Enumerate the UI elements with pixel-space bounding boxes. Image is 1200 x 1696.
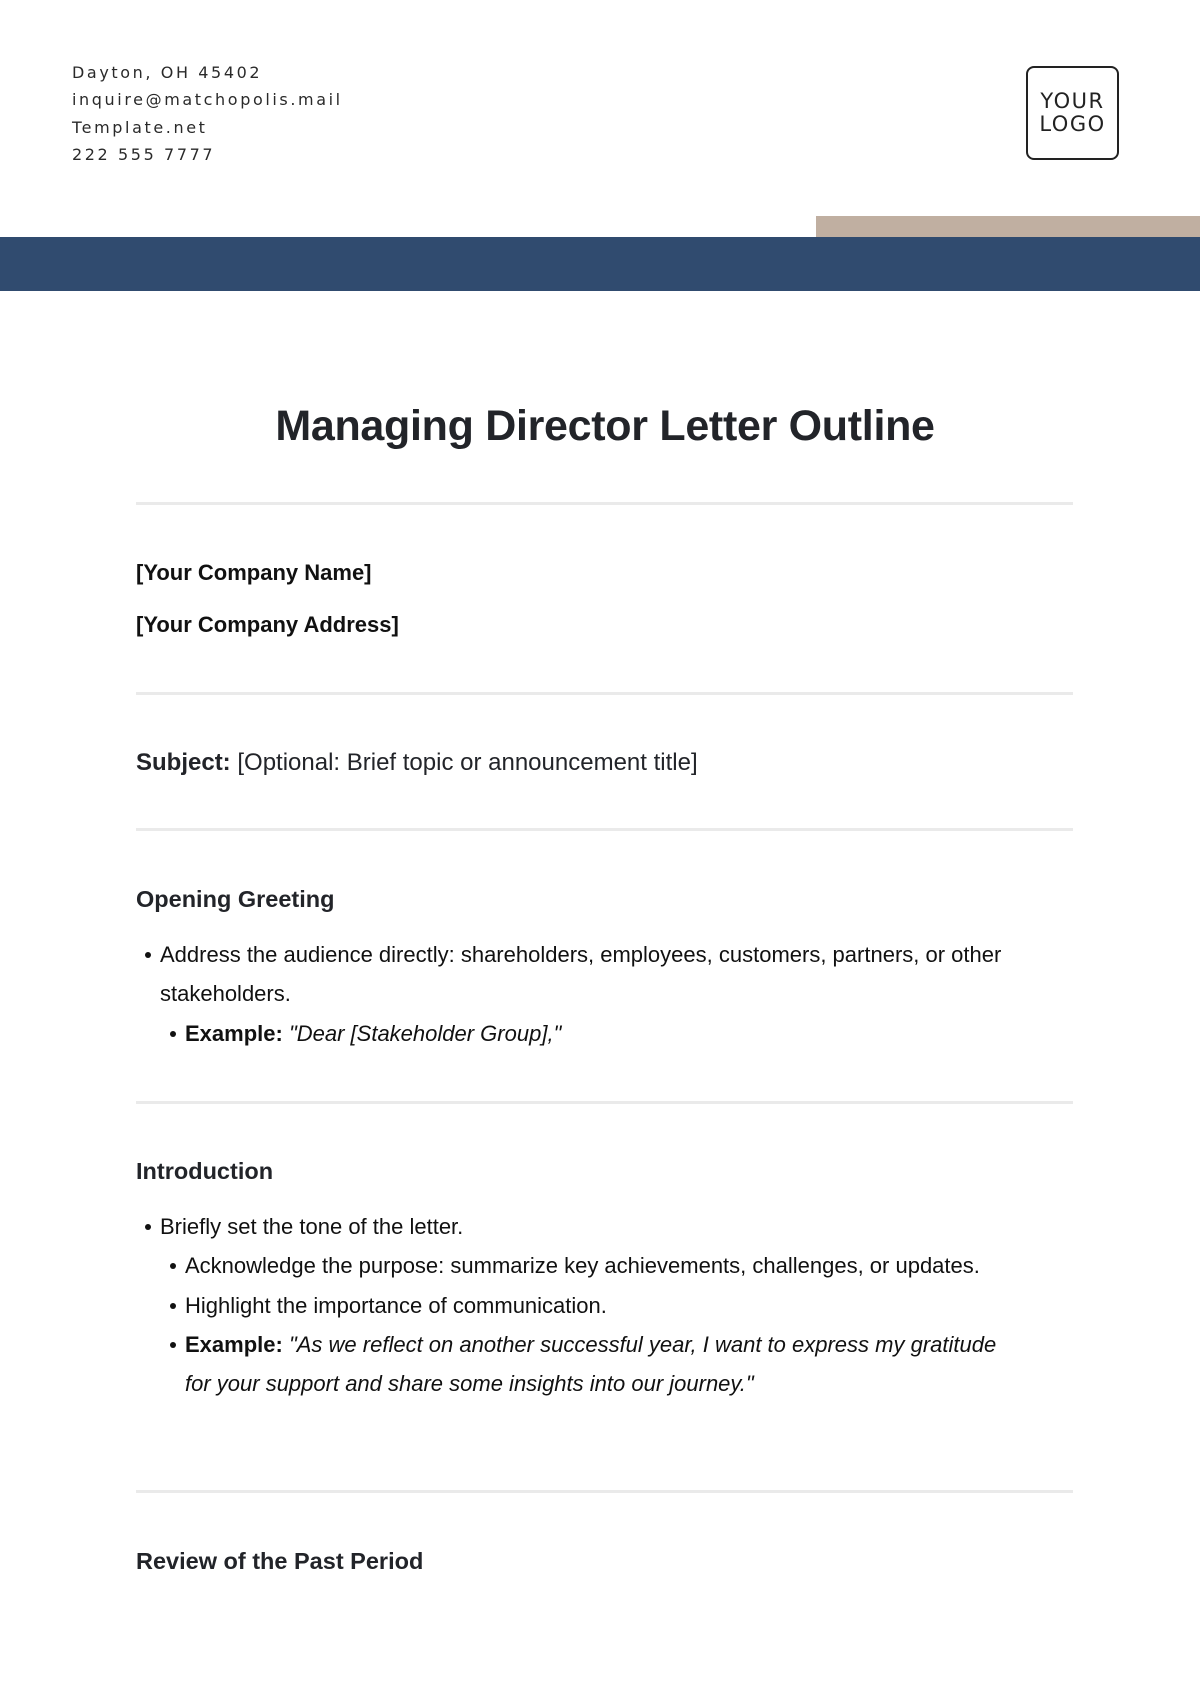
subject-line [136,749,698,777]
divider [136,828,1073,831]
list-item-example [136,1325,1026,1404]
company-name: [Your Company Name] [136,560,372,585]
subject-text: [Optional: Brief topic or announcement title] [230,749,698,776]
subject-label: Subject: [136,749,231,776]
list-item-example [136,1014,1036,1053]
list-item [136,935,1036,1014]
list-item [136,1246,1006,1285]
divider [136,692,1073,695]
contact-website: Template.net [72,117,208,137]
contact-address: Dayton, OH 45402 [72,63,263,82]
example-quote: "Dear [Stakeholder Group]," [282,1020,562,1046]
list-item [136,1286,1036,1325]
company-address: [Your Company Address] [136,612,399,637]
example-label: Example: [185,1020,283,1046]
list-item-text: Highlight the importance of communication. [185,1292,607,1318]
header-band-navy [0,237,1200,291]
logo-line-2: LOGO [1039,112,1106,136]
divider [136,1101,1073,1104]
list-item-text: Briefly set the tone of the letter. [160,1214,464,1239]
contact-block [72,59,343,168]
introduction-list [136,1207,1036,1403]
logo-placeholder [1026,66,1119,160]
divider [136,1490,1073,1493]
accent-bar-tan [816,216,1200,238]
example-quote: "As we reflect on another successful year, I want to express my gratitude for your support and share some insights into our journey." [185,1331,997,1397]
opening-greeting-list [136,935,1036,1053]
example-label: Example: [185,1331,283,1357]
section-heading-review-past-period: Review of the Past Period [136,1548,424,1574]
section-heading-opening-greeting: Opening Greeting [136,886,335,912]
list-item [136,1207,1036,1246]
divider [136,502,1073,505]
list-item-text: Address the audience directly: shareholders, employees, customers, partners, or other stakeholders. [160,942,1002,1007]
contact-phone: 222 555 7777 [72,144,216,164]
list-item-text: Acknowledge the purpose: summarize key achievements, challenges, or updates. [185,1253,980,1279]
logo-line-1: YOUR [1040,89,1105,113]
document-title: Managing Director Letter Outline [275,402,935,450]
contact-email: inquire@matchopolis.mail [72,90,343,110]
section-heading-introduction: Introduction [136,1158,274,1184]
